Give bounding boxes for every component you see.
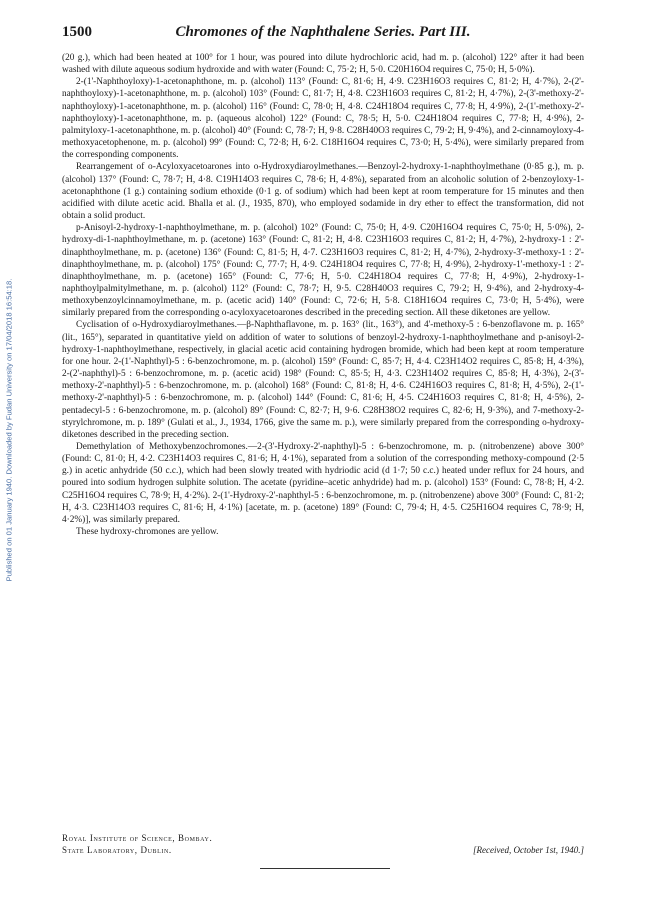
download-watermark — [2, 150, 16, 710]
article-body — [62, 52, 584, 538]
end-rule — [260, 868, 390, 869]
address-line: Royal Institute of Science, Bombay. — [62, 833, 213, 843]
page-number: 1500 — [62, 24, 92, 40]
paragraph: p-Anisoyl-2-hydroxy-1-naphthoylmethane, m. p. (alcohol) 102° (Found: C, 75·0; H, 4·9. C20H16O4 requires C, 75·0; H, 5·0%), 2-hydroxy-di-1-naphthoylmethane, m. p. (acetone) 163° (Found: C, 81·2; H, 4·8. C23H16O3 requires C, 81·2; H, 4·7%), 2-hydroxy-1 : 2'-dinaphthoylmethane, m. p. (acetone) 136° (Found: C, 81·5; H, 4·7. C23H16O3 requires C, 81·2; H, 4·7%), 2-hydroxy-3'-methoxy-1 : 2'-dinaphthoylmethane, m. p. (alcohol) 175° (Found: C, 77·7; H, 4·9. C24H18O4 requires C, 77·8; H, 4·9%), 2-hydroxy-1'-methoxy-1 : 2'-dinaphthoylmethane, m. p. (acetone) 165° (Found: C, 77·6; H, 5·0. C24H18O4 requires C, 77·8; H, 4·9%), 2-hydroxy-1-naphthoylpalmitylmethane, m. p. (alcohol) 112° (Found: C, 78·7; H, 9·5. C28H40O3 requires C, 79·2; H, 9·4%), and 2-hydroxy-4-methoxybenzoylcinnamoylmethane, m. p. (acetic acid) 140° (Found: C, 72·6; H, 5·8. C18H16O4 requires C, 73·0; H, 5·4%), were similarly prepared from the corresponding o-acyloxyacetoarones described in the preceding section. All these diketones are yellow. — [62, 223, 584, 319]
paragraph: Rearrangement of o-Acyloxyacetoarones into o-Hydroxydiaroylmethanes.—Benzoyl-2-hydroxy-1-naphthoylmethane (0·85 g.), m. p. (alcohol) 137° (Found: C, 78·7; H, 4·8. C19H14O3 requires C, 78·6; H, 4·8%), separated from an alcoholic solution of 2-benzoyloxy-1-acetonaphthone (1 g.) containing sodium ethoxide (0·1 g. of sodium) which had been kept at room temperature for 15 minutes and then acidified with dilute acetic acid. Bhalla et al. (J., 1935, 870), who employed sodamide in dry ether to effect the transformation, did not obtain a solid product. — [62, 162, 584, 222]
paragraph: Cyclisation of o-Hydroxydiaroylmethanes.—β-Naphthaflavone, m. p. 163° (lit., 163°), and 4'-methoxy-5 : 6-benzoflavone m. p. 165° (lit., 165°), separated in quantitative yield on addition of water to solutions of benzoyl-2-hydroxy-1-naphthoylmethane and p-anisoyl-2-hydroxy-1-naphthoylmethane, respectively, in glacial acetic acid containing hydrogen bromide, which had been kept at room temperature for one hour. 2-(1'-Naphthyl)-5 : 6-benzochromone, m. p. (alcohol) 159° (Found: C, 85·7; H, 4·4. C23H14O2 requires C, 85·8; H, 4·3%), 2-(2'-naphthyl)-5 : 6-benzochromone, m. p. (acetic acid) 198° (Found: C, 85·5; H, 4·3. C23H14O2 requires C, 85·8; H, 4·3%), 2-(3'-methoxy-2'-naphthyl)-5 : 6-benzochromone, m. p. (alcohol) 168° (Found: C, 81·8; H, 4·6. C24H16O3 requires C, 81·8; H, 4·5%), 2-(1'-methoxy-2'-naphthyl)-5 : 6-benzochromone, m. p. (alcohol) 144° (Found: C, 81·6; H, 4·5. C24H16O3 requires C, 81·8; H, 4·5%), 2-pentadecyl-5 : 6-benzochromone, m. p. (alcohol) 89° (Found: C, 82·7; H, 9·6. C28H38O2 requires C, 82·6; H, 9·3%), and 7-methoxy-2-styrylchromone, m. p. 189° (Gulati et al., J., 1934, 1766, give the same m. p.), were similarly prepared from the corresponding o-hydroxy-diketones described in the preceding section. — [62, 320, 584, 440]
paragraph: 2-(1'-Naphthoyloxy)-1-acetonaphthone, m. p. (alcohol) 113° (Found: C, 81·6; H, 4·9. C23H16O3 requires C, 81·2; H, 4·7%), 2-(2'-naphthoyloxy)-1-acetonaphthone, m. p. (alcohol) 103° (Found: C, 81·7; H, 4·8. C23H16O3 requires C, 81·2; H, 4·7%), 2-(3'-methoxy-2'-naphthoyloxy)-1-acetonaphthone, m. p. (alcohol) 116° (Found: C, 78·0; H, 4·8. C24H18O4 requires C, 77·8; H, 4·9%), 2-(1'-methoxy-2'-naphthoyloxy)-1-acetonaphthone, m. p. (aqueous alcohol) 122° (Found: C, 78·5; H, 5·0. C24H18O4 requires C, 77·8; H, 4·9%), 2-palmityloxy-1-acetonaphthone, m. p. (alcohol) 40° (Found: C, 78·7; H, 9·8. C28H40O3 requires C, 79·2; H, 9·4%), and 2-cinnamoyloxy-4-methoxyacetophenone, m. p. (alcohol) 99° (Found: C, 72·8; H, 6·2. C18H16O4 requires C, 73·0; H, 5·4%), were similarly prepared from the corresponding components. — [62, 77, 584, 161]
address-line: State Laboratory, Dublin. — [62, 845, 172, 855]
page-header — [62, 24, 584, 44]
paragraph: Demethylation of Methoxybenzochromones.—2-(3'-Hydroxy-2'-naphthyl)-5 : 6-benzochromone, m. p. (nitrobenzene) above 300° (Found: C, 81·0; H, 4·2. C23H14O3 requires C, 81·6; H, 4·1%), separated from a solution of the corresponding methoxy-compound (2·5 g.) in acetic anhydride (50 c.c.), which had been slowly treated with hydriodic acid (d 1·7; 50 c.c.) heated under reflux for 24 hours, and poured into sodium hydrogen sulphite solution. The acetate (pyridine–acetic anhydride) had m. p. (alcohol) 153° (Found: C, 78·8; H, 4·2. C25H16O4 requires C, 78·9; H, 4·2%). 2-(1'-Hydroxy-2'-naphthyl-5 : 6-benzochromone, m. p. (nitrobenzene) above 300° (Found: C, 81·2; H, 4·3. C23H14O3 requires C, 81·6; H, 4·1%) [acetate, m. p. (acetone) 189° (Found: C, 79·4; H, 4·5. C25H16O4 requires C, 78·9; H, 4·2%)], was similarly prepared. — [62, 442, 584, 525]
received-date: [Received, October 1st, 1940.] — [473, 845, 584, 855]
download-note: Published on 01 January 1940. Downloaded by Fudan University on 17/04/2018 16:54:18. — [4, 278, 14, 582]
article-footer — [62, 832, 584, 856]
paragraph: (20 g.), which had been heated at 100° for 1 hour, was poured into dilute hydrochloric acid, had m. p. (alcohol) 122° after it had been washed with dilute aqueous sodium hydroxide and with water (Found: C, 75·2; H, 5·0. C20H16O4 requires C, 75·0; H, 5·0%). — [62, 53, 584, 76]
running-title: Chromones of the Naphthalene Series. Part III. — [175, 24, 471, 40]
paragraph: These hydroxy-chromones are yellow. — [76, 527, 219, 538]
